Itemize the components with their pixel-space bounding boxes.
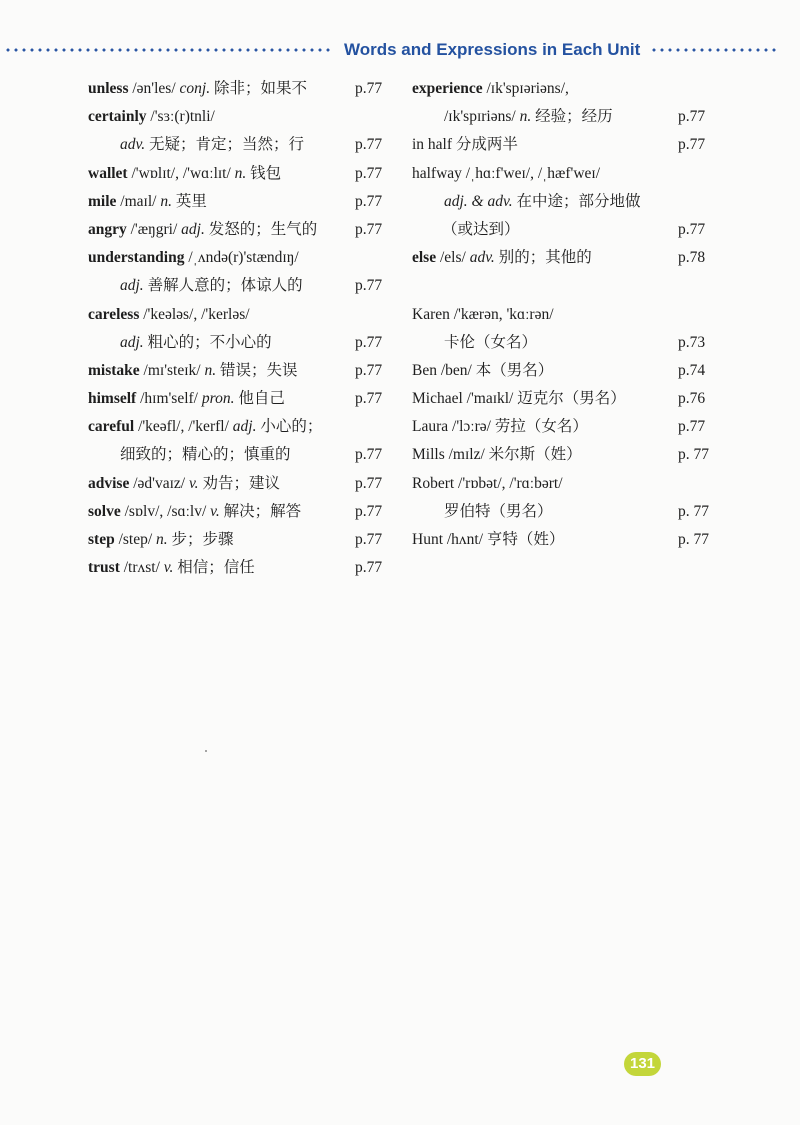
vocab-page-ref: p.78 [678,249,706,267]
vocab-pronunciation: Hunt /hʌnt/ 亨特（姓） [412,531,565,548]
vocab-pronunciation: Karen /'kærən, 'kɑːrən/ [412,305,554,323]
vocab-pronunciation: /ən'les/ [128,80,180,97]
vocab-pronunciation: Robert /'rɒbət/, /'rɑːbərt/ [412,474,563,492]
vocab-entry-text [88,559,255,576]
vocab-line [88,329,388,357]
vocab-word: solve [88,502,121,520]
vocab-entry-text [412,108,613,125]
vocab-pronunciation: /mɪ'steɪk/ [139,361,205,379]
vocab-meaning: 英里 [171,192,207,210]
vocab-entry-text [88,390,285,407]
dotted-rule-right [650,48,778,52]
vocab-entry-text [88,165,281,182]
vocab-entry-text [412,418,588,435]
vocab-part-of-speech: v. [210,502,220,520]
vocab-line [88,498,388,526]
vocab-line [412,526,712,554]
vocab-line [412,301,712,329]
vocab-entry-text [412,446,582,463]
vocab-part-of-speech: adj. [120,277,144,295]
vocab-entry-text [88,306,250,323]
vocab-column-left [88,75,388,582]
vocab-word: step [88,531,115,548]
vocab-line [88,554,388,582]
vocab-line [412,357,712,385]
vocab-page-ref: p.77 [355,220,383,238]
vocab-page-ref: p. 77 [678,531,709,548]
vocab-line [88,413,388,441]
vocab-meaning: 善解人意的；体谅人的 [143,277,303,295]
vocab-meaning: （或达到） [442,220,520,238]
vocab-entry-text [412,306,554,323]
vocab-part-of-speech: n. [234,164,247,182]
vocab-entry-text [412,249,592,266]
vocab-pronunciation: in half 分成两半 [412,136,518,154]
vocab-line [412,470,712,498]
vocab-part-of-speech: adv. [469,249,495,267]
vocab-line [412,441,712,469]
vocab-entry-text [88,80,307,97]
vocab-pronunciation: Mills /mɪlz/ 米尔斯（姓） [412,446,582,464]
section-title: Words and Expressions in Each Unit [344,40,641,59]
vocab-page-ref: p.77 [355,192,383,210]
vocab-entry-text [88,193,207,210]
vocab-meaning: 错误；失误 [216,361,298,379]
vocab-meaning: 除非；如果不 [210,80,307,97]
vocab-meaning: 相信；信任 [173,559,255,577]
vocab-line [88,103,388,131]
vocab-part-of-speech: conj. [179,80,211,97]
vocab-pronunciation: /sɒlv/, /sɑːlv/ [120,502,211,520]
vocab-page-ref: p.77 [355,531,383,548]
vocab-line [412,385,712,413]
vocab-part-of-speech: n. [519,108,532,126]
vocab-entry-text [412,193,640,210]
vocab-pronunciation: /ˌʌndə(r)'stændɪŋ/ [184,249,299,267]
vocab-part-of-speech: adv. [120,136,146,154]
vocab-part-of-speech: adj. [232,418,257,436]
vocab-entry-text [88,531,234,548]
vocab-pronunciation: halfway /ˌhɑːf'weɪ/, /ˌhæf'weɪ/ [412,164,601,182]
vocab-meaning: 无疑；肯定；当然；行 [145,136,304,154]
vocab-entry-text [88,503,301,520]
vocab-line [412,329,712,357]
vocab-line [412,498,712,526]
vocab-pronunciation: /'sɜː(r)tnli/ [146,108,215,126]
vocab-line [88,160,388,188]
vocab-line [412,160,712,188]
vocab-page-ref: p.77 [678,220,706,238]
page-number-badge: 131 [624,1052,661,1076]
vocab-meaning: 细致的；精心的；慎重的 [120,446,291,464]
vocab-page-ref: p.77 [355,446,383,464]
vocab-entry-text [88,334,272,351]
vocab-line [88,188,388,216]
vocab-pronunciation: /'wɒlɪt/, /'wɑːlɪt/ [127,164,235,182]
vocab-entry-text [412,390,626,407]
vocab-part-of-speech: v. [188,474,199,492]
vocab-entry-text [412,503,553,520]
vocab-page-ref: p.77 [355,502,383,520]
vocab-part-of-speech: v. [163,559,174,577]
vocab-entry-text [412,165,600,182]
vocab-pronunciation: /'keələs/, /'kerləs/ [139,305,250,323]
vocab-pronunciation: else /els/ [412,249,470,267]
vocab-page-ref: p.73 [678,333,706,351]
vocab-entry-text [88,108,215,125]
vocab-pronunciation: /'keəfl/, /'kerfl/ [134,418,233,436]
vocab-page-ref: p.77 [678,108,706,126]
vocab-line [88,244,388,272]
vocab-line [88,131,388,159]
vocab-entry-text [88,475,280,492]
vocab-meaning: 在中途；部分地做 [512,192,641,210]
vocab-word: certainly [88,108,147,126]
vocab-word: careless [88,305,140,323]
vocab-entry-text [412,475,563,492]
vocab-entry-text [88,221,317,238]
vocab-line [412,188,712,216]
vocab-pronunciation: /əd'vaɪz/ [129,474,189,492]
vocab-pronunciation: /maɪl/ [116,192,161,210]
vocab-page-ref: p.77 [355,361,383,379]
vocab-pronunciation: /ɪk'spɪriəns/ [444,108,520,126]
vocab-line [88,357,388,385]
vocab-word: advise [88,474,130,492]
vocab-page-ref: p.77 [355,333,383,351]
vocab-meaning: 解决；解答 [219,502,302,520]
vocab-meaning: 罗伯特（男名） [444,502,553,520]
vocab-word: wallet [88,164,128,182]
vocab-word: mistake [88,361,140,379]
vocab-part-of-speech: adj. [181,220,205,238]
vocab-entry-text [88,446,291,463]
vocab-pronunciation: Michael /'maɪkl/ 迈克尔（男名） [412,390,626,408]
vocab-meaning: 发怒的；生气的 [204,220,318,238]
vocab-part-of-speech: n. [204,361,217,379]
vocab-page-ref: p. 77 [678,502,709,520]
vocab-line [88,75,388,103]
vocab-meaning: 他自己 [234,390,285,408]
vocab-line [412,413,712,441]
vocab-word: trust [88,559,120,577]
vocab-entry-text [412,334,537,351]
vocab-part-of-speech: adj. [120,333,144,351]
vocab-word: angry [88,220,127,238]
vocab-line [412,103,712,131]
vocab-line [412,244,712,272]
vocab-page-ref: p.77 [355,277,383,295]
vocab-entry-text [412,221,520,238]
vocab-line [88,441,388,469]
vocab-pronunciation: /ɪk'spɪəriəns/, [482,80,569,97]
vocab-part-of-speech: n. [156,531,168,548]
vocab-page-ref: p.77 [355,559,383,577]
vocab-page-ref: p.77 [355,80,383,97]
vocab-page-ref: p.77 [678,418,706,436]
vocab-line [88,526,388,554]
vocab-page-ref: p.77 [678,136,706,154]
dotted-rule-left [4,48,334,52]
vocab-column-right [412,75,712,554]
vocab-meaning: 卡伦（女名） [444,333,538,351]
vocab-page-ref: p.77 [355,136,383,154]
vocab-pronunciation: Laura /'lɔːrə/ 劳拉（女名） [412,418,588,436]
vocab-meaning: 别的；其他的 [494,249,592,267]
vocab-part-of-speech: n. [160,192,172,210]
vocab-line [88,470,388,498]
vocab-meaning: 钱包 [246,164,282,182]
vocab-page-ref: p.77 [355,390,383,408]
vocab-meaning: 劝告；建议 [198,474,280,492]
section-header [0,38,800,62]
vocab-word: careful [88,418,135,436]
vocab-line [88,385,388,413]
vocab-word: unless [88,80,129,97]
vocab-entry-text [88,136,304,153]
vocab-part-of-speech: pron. [201,390,235,408]
vocab-page-ref: p.74 [678,361,706,379]
vocab-page-ref: p.76 [678,390,706,408]
vocab-line [88,301,388,329]
vocab-word: experience [412,80,483,97]
vocab-meaning: 小心的； [256,418,323,436]
vocab-line [412,75,712,103]
vocab-page-ref: p.77 [355,474,383,492]
vocab-entry-text [88,277,303,294]
vocab-word: else [412,249,437,267]
vocab-line [412,131,712,159]
vocab-pronunciation: /trʌst/ [119,559,164,577]
vocab-meaning: 步；步骤 [167,531,234,548]
vocab-line [412,216,712,244]
vocab-entry-text [412,531,564,548]
vocab-entry-text [412,362,553,379]
vocab-pronunciation: Ben /ben/ 本（男名） [412,361,554,379]
vocab-entry-text [88,249,299,266]
vocab-entry-text [88,362,297,379]
vocab-word: himself [88,390,137,408]
vocab-line [88,216,388,244]
vocab-pronunciation: /'æŋgri/ [126,220,182,238]
vocab-entry-text [412,80,569,97]
vocab-line [88,272,388,300]
vocab-page-ref: p. 77 [678,446,709,464]
vocab-pronunciation: /hɪm'self/ [136,390,202,408]
vocab-part-of-speech: adj. & adv. [444,192,513,210]
vocab-line [412,272,712,300]
vocab-meaning: 粗心的；不小心的 [143,333,272,351]
vocab-entry-text [412,136,518,153]
vocab-word: understanding [88,249,185,267]
vocab-word: mile [88,192,117,210]
vocab-meaning: 经验；经历 [531,108,613,126]
vocab-entry-text [88,418,322,435]
scan-speck [205,750,207,752]
vocab-page-ref: p.77 [355,164,383,182]
vocab-pronunciation: /step/ [114,531,157,548]
